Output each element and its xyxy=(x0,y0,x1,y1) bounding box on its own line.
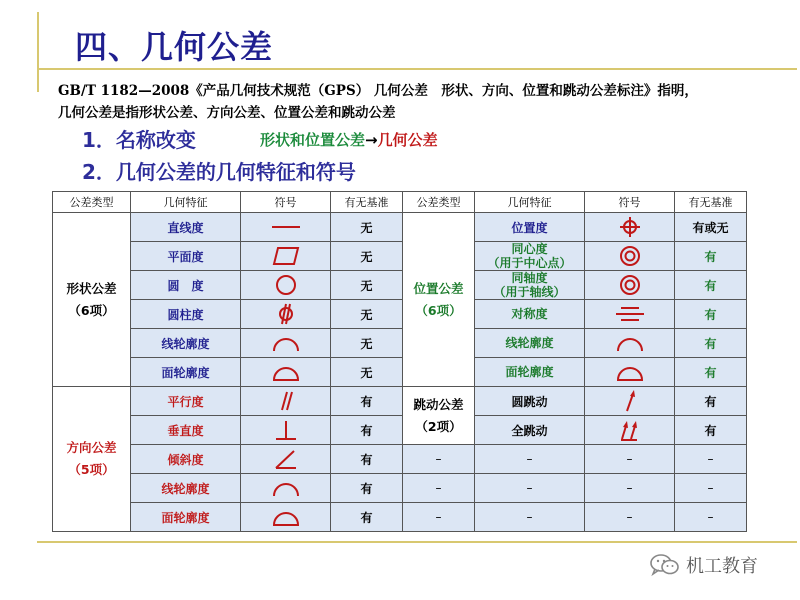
feature-cell: 同心度 （用于中心点） xyxy=(475,242,585,271)
circularity-icon xyxy=(241,271,331,300)
circular-runout-icon xyxy=(585,387,675,416)
type-orientation: 方向公差 （5项） xyxy=(53,387,131,532)
datum-cell: 有 xyxy=(331,474,403,503)
datum-cell: 有 xyxy=(675,358,747,387)
header-cell: 公差类型 xyxy=(403,192,475,213)
type-form: 形状公差 （6项） xyxy=(53,213,131,387)
new-name: 几何公差 xyxy=(377,131,438,149)
datum-cell: – xyxy=(675,445,747,474)
header-cell: 符号 xyxy=(585,192,675,213)
rename-note xyxy=(260,129,438,150)
type-runout: 跳动公差 （2项） xyxy=(403,387,475,445)
datum-cell: 有 xyxy=(331,445,403,474)
empty-type-cell: – xyxy=(403,445,475,474)
table-row xyxy=(53,445,747,474)
feature-cell: – xyxy=(475,503,585,532)
decor-bottom-rule xyxy=(37,541,797,543)
parallelism-icon xyxy=(241,387,331,416)
table-row xyxy=(53,358,747,387)
feature-cell: 圆 度 xyxy=(131,271,241,300)
header-cell: 几何特征 xyxy=(475,192,585,213)
intro-text xyxy=(58,80,788,124)
arrow-icon: → xyxy=(365,131,378,149)
feature-cell: 线轮廓度 xyxy=(131,329,241,358)
datum-cell: 无 xyxy=(331,271,403,300)
symmetry-icon xyxy=(585,300,675,329)
feature-cell: 对称度 xyxy=(475,300,585,329)
table-row xyxy=(53,387,747,416)
table-row xyxy=(53,300,747,329)
datum-cell: – xyxy=(675,474,747,503)
datum-cell: 有 xyxy=(675,329,747,358)
cylindricity-icon xyxy=(241,300,331,329)
line-profile-icon xyxy=(585,329,675,358)
feature-cell: 同轴度 （用于轴线） xyxy=(475,271,585,300)
line-profile-icon xyxy=(241,329,331,358)
empty-symbol-cell: – xyxy=(585,445,675,474)
empty-type-cell: – xyxy=(403,503,475,532)
feature-cell: 面轮廓度 xyxy=(131,358,241,387)
datum-cell: 有 xyxy=(331,416,403,445)
surface-profile-icon xyxy=(241,503,331,532)
old-name: 形状和位置公差 xyxy=(260,131,366,149)
feature-cell: 直线度 xyxy=(131,213,241,242)
header-cell: 几何特征 xyxy=(131,192,241,213)
datum-cell: 有 xyxy=(675,271,747,300)
surface-profile-icon xyxy=(241,358,331,387)
brand-name: 机工教育 xyxy=(686,556,758,577)
brand-logo xyxy=(650,552,758,578)
feature-cell: 平行度 xyxy=(131,387,241,416)
datum-cell: 有或无 xyxy=(675,213,747,242)
feature-cell: – xyxy=(475,445,585,474)
datum-cell: 有 xyxy=(331,387,403,416)
position-icon xyxy=(585,213,675,242)
feature-cell: 面轮廓度 xyxy=(131,503,241,532)
coaxiality-icon xyxy=(585,271,675,300)
concentricity-icon xyxy=(585,242,675,271)
header-cell: 公差类型 xyxy=(53,192,131,213)
feature-cell: 面轮廓度 xyxy=(475,358,585,387)
page-title: 四、几何公差 xyxy=(75,28,274,66)
angularity-icon xyxy=(241,445,331,474)
section-item-symbols: 2．几何公差的几何特征和符号 xyxy=(82,160,356,184)
intro-line-2: 几何公差是指形状公差、方向公差、位置公差和跳动公差 xyxy=(58,105,396,121)
surface-profile-icon xyxy=(585,358,675,387)
datum-cell: 有 xyxy=(675,242,747,271)
intro-line-1: GB/T 1182—2008《产品几何技术规范（GPS） 几何公差 形状、方向、位置和跳动公差标注》指明， xyxy=(58,83,698,99)
line-profile-icon xyxy=(241,474,331,503)
header-cell: 符号 xyxy=(241,192,331,213)
header-cell: 有无基准 xyxy=(675,192,747,213)
flatness-icon xyxy=(241,242,331,271)
datum-cell: – xyxy=(675,503,747,532)
total-runout-icon xyxy=(585,416,675,445)
table-row xyxy=(53,271,747,300)
gdt-table xyxy=(52,191,747,532)
header-cell: 有无基准 xyxy=(331,192,403,213)
datum-cell: 无 xyxy=(331,242,403,271)
feature-cell: 线轮廓度 xyxy=(131,474,241,503)
decor-top-rule xyxy=(37,68,797,70)
wechat-icon xyxy=(650,553,680,577)
datum-cell: 有 xyxy=(675,300,747,329)
table-row xyxy=(53,416,747,445)
section-item-rename: 1．名称改变 xyxy=(82,128,196,152)
feature-cell: 倾斜度 xyxy=(131,445,241,474)
datum-cell: 无 xyxy=(331,213,403,242)
datum-cell: 有 xyxy=(675,416,747,445)
feature-cell: 位置度 xyxy=(475,213,585,242)
table-row xyxy=(53,503,747,532)
datum-cell: 无 xyxy=(331,300,403,329)
feature-cell: 圆跳动 xyxy=(475,387,585,416)
table-row xyxy=(53,329,747,358)
empty-symbol-cell: – xyxy=(585,474,675,503)
empty-type-cell: – xyxy=(403,474,475,503)
table-row xyxy=(53,242,747,271)
feature-cell: 线轮廓度 xyxy=(475,329,585,358)
datum-cell: 有 xyxy=(331,503,403,532)
datum-cell: 无 xyxy=(331,358,403,387)
datum-cell: 有 xyxy=(675,387,747,416)
type-location: 位置公差 （6项） xyxy=(403,213,475,387)
empty-symbol-cell: – xyxy=(585,503,675,532)
table-header-row xyxy=(53,192,747,213)
decor-vertical-rule xyxy=(37,12,39,92)
feature-cell: 垂直度 xyxy=(131,416,241,445)
table-row xyxy=(53,474,747,503)
straightness-icon xyxy=(241,213,331,242)
datum-cell: 无 xyxy=(331,329,403,358)
table-row xyxy=(53,213,747,242)
feature-cell: – xyxy=(475,474,585,503)
feature-cell: 平面度 xyxy=(131,242,241,271)
feature-cell: 全跳动 xyxy=(475,416,585,445)
feature-cell: 圆柱度 xyxy=(131,300,241,329)
perpendicularity-icon xyxy=(241,416,331,445)
